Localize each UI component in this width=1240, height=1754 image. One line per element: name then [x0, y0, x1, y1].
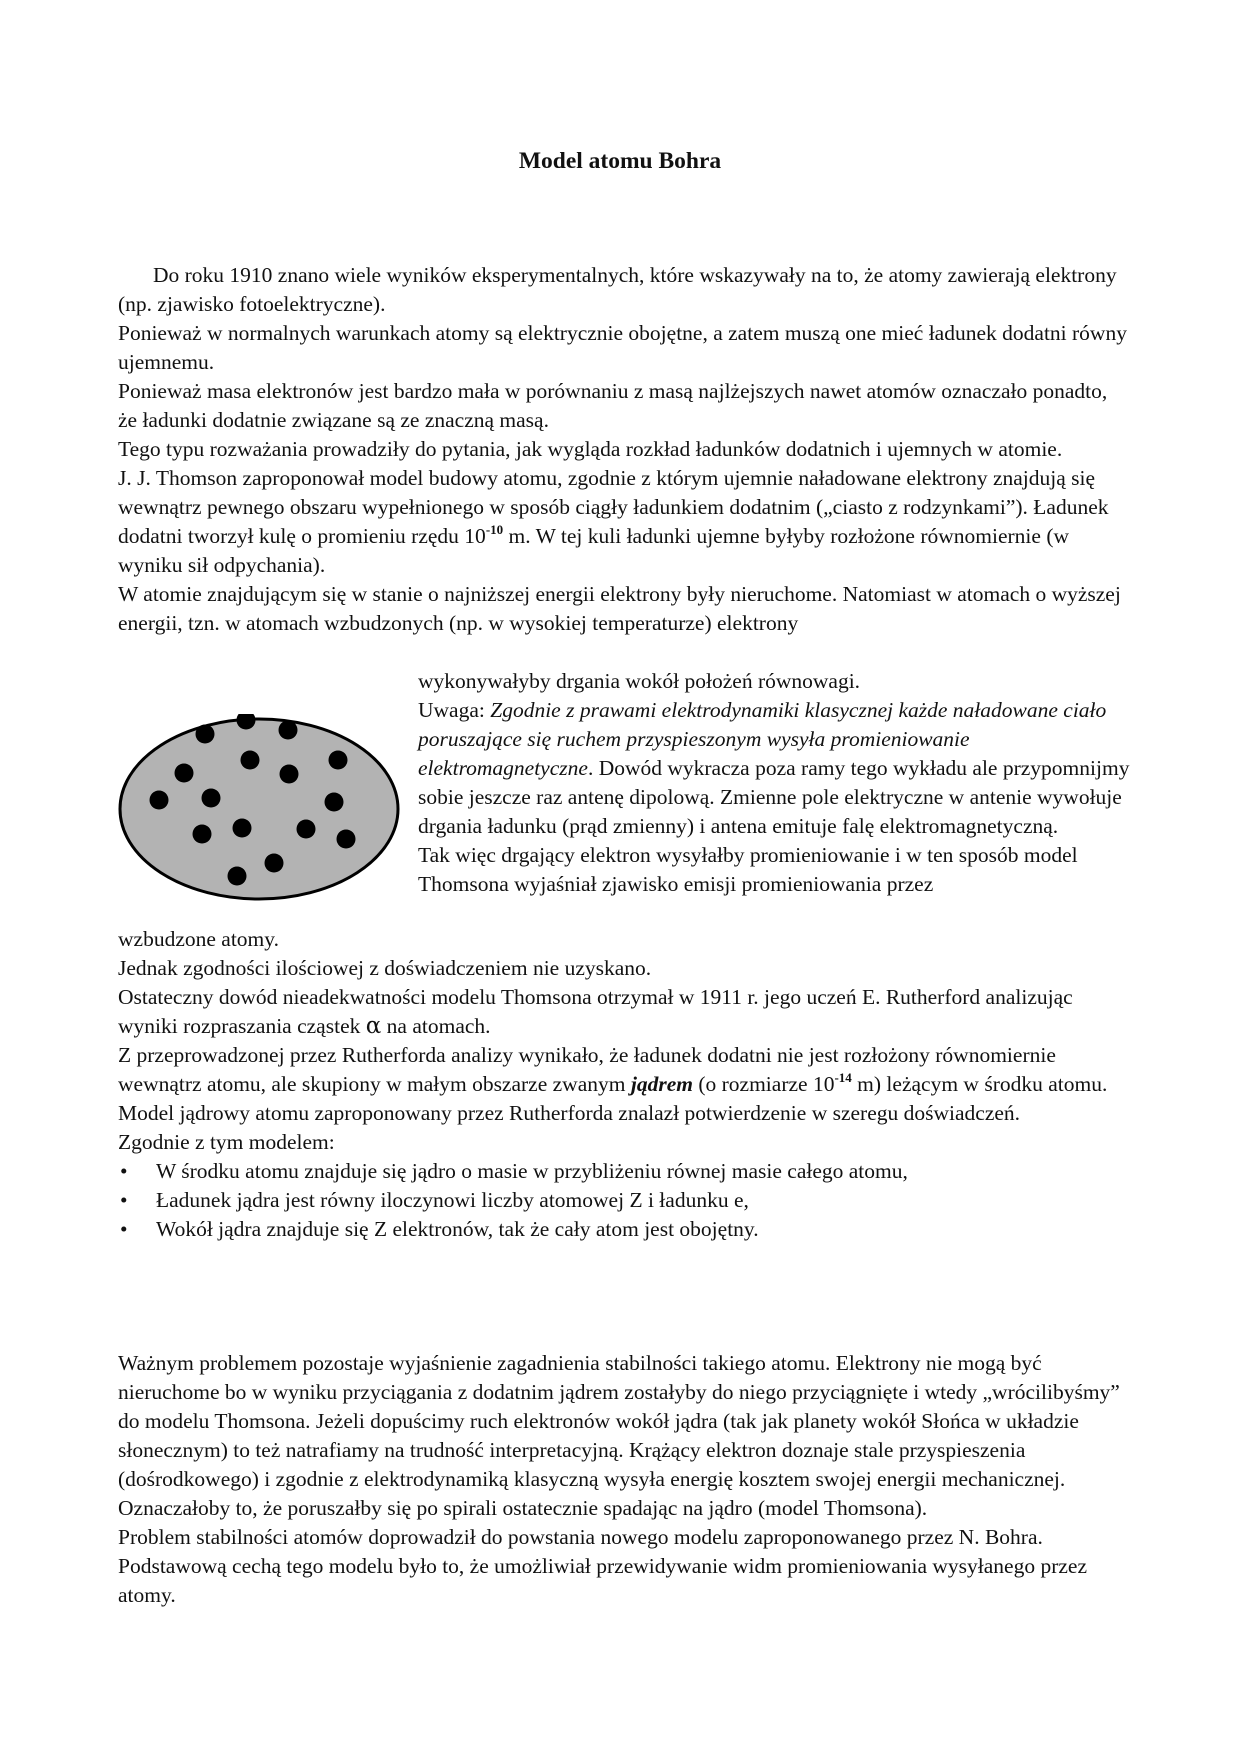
paragraph-stability: Ważnym problemem pozostaje wyjaśnienie zagadnienia stabilności takiego atomu. Elektrony nie mogą być nieruchome bo w wyniku przyciągania z dodatnim jądrem zostałyby do niego przyciągnięte i wtedy „wrócilibyśmy” do modelu Thomsona. Jeżeli dopuścimy ruch elektronów wokół jądra (tak jak planety wokół Słońca w układzie słonecznym) to też natrafiamy na trudność interpretacyjną. Krążący elektron doznaje stale przyspieszenia (dośrodkowego) i zgodnie z elektrodynamiką klasyczną wysyła energię kosztem swojej energii mechanicznej. Oznaczałoby to, że poruszałby się po spirali ostatecznie spadając na jądro (model Thomsona). [118, 1351, 1120, 1520]
paragraph-lowest-state: W atomie znajdującym się w stanie o najniższej energii elektrony były nieruchome. Natomiast w atomach o wyższej energii, tzn. w atomach wzbudzonych (np. w wysokiej temperaturze) elektrony [118, 582, 1121, 635]
electron-dot [325, 793, 344, 812]
electron-dot [150, 791, 169, 810]
electron-dot [265, 854, 284, 873]
thomson-text-2: m. W tej kuli ładunki ujemne byłyby rozłożone równomiernie (w wyniku sił odpychania). [118, 524, 1070, 577]
paragraph-thomson-model [118, 464, 1128, 580]
list-item [118, 1215, 1128, 1244]
list-item [118, 1186, 1128, 1215]
electron-dot [297, 820, 316, 839]
exponent-minus-10: -10 [485, 522, 504, 537]
nucleus-word: jądrem [630, 1072, 693, 1096]
thomson-text-1: J. J. Thomson zaproponował model budowy atomu, zgodnie z którym ujemnie naładowane elektrony znajdują się wewnątrz pewnego obszaru wypełnionego w sposób ciągły ładunkiem dodatnim („ciasto z rodzynkami”). Ładunek dodatni tworzył kulę o promieniu rzędu 10 [118, 466, 1109, 548]
rutherford-text-1: Ostateczny dowód nieadekwatności modelu Thomsona otrzymał w 1911 r. jego uczeń E. Rutherford analizując wyniki rozpraszania cząstek [118, 985, 1073, 1038]
bullet-text: Ładunek jądra jest równy iloczynowi liczby atomowej Z i ładunku e, [156, 1188, 749, 1212]
electron-dot [175, 764, 194, 783]
note-italic: Zgodnie z prawami elektrodynamiki klasycznej każde naładowane ciało poruszające się ruchem przyspieszonym wysyła promieniowanie elektromagnetyczne [418, 698, 1107, 780]
electron-dot [196, 725, 215, 744]
wrapped-text [418, 667, 1138, 899]
bullet-icon: • [120, 1159, 128, 1183]
paragraph-mass: Ponieważ masa elektronów jest bardzo mała w porównaniu z masą najlżejszych nawet atomów oznaczało ponadto, że ładunki dodatnie związane są ze znaczną masą. [118, 379, 1108, 432]
intro-section [118, 261, 1128, 638]
stability-section [118, 1349, 1128, 1610]
paragraph-distribution: Tego typu rozważania prowadziły do pytania, jak wygląda rozkład ładunków dodatnich i ujemnych w atomie. [118, 437, 1063, 461]
paragraph-neutral: Ponieważ w normalnych warunkach atomy są elektrycznie obojętne, a zatem muszą one mieć ładunek dodatni równy ujemnemu. [118, 321, 1127, 374]
emission-tail: wzbudzone atomy. [118, 927, 279, 951]
paragraph-according: Zgodnie z tym modelem: [118, 1130, 335, 1154]
bullet-text: Wokół jądra znajduje się Z elektronów, tak że cały atom jest obojętny. [156, 1217, 759, 1241]
electron-dot [193, 825, 212, 844]
paragraph-experiments: Do roku 1910 znano wiele wyników eksperymentalnych, które wskazywały na to, że atomy zawierają elektrony (np. zjawisko fotoelektryczne). [118, 263, 1117, 316]
analysis-text-2: (o rozmiarze 10 [692, 1072, 835, 1096]
model-bullet-list [118, 1157, 1128, 1244]
analysis-text-1: Z przeprowadzonej przez Rutherforda analizy wynikało, że ładunek dodatni nie jest rozłożony równomiernie wewnątrz atomu, ale skupiony w małym obszarze zwanym [118, 1043, 1056, 1096]
electron-dot [279, 721, 298, 740]
page-title: Model atomu Bohra [518, 148, 722, 174]
paragraph-emission-lead: Tak więc drgający elektron wysyłałby promieniowanie i w ten sposób model Thomsona wyjaśniał zjawisko emisji promieniowania przez [418, 843, 1078, 896]
exponent-minus-14: -14 [834, 1070, 852, 1085]
paragraph-note [418, 696, 1138, 841]
electron-dot [329, 751, 348, 770]
bullet-icon: • [120, 1217, 128, 1241]
paragraph-nucleus [118, 1041, 1128, 1099]
paragraph-confirmed: Model jądrowy atomu zaproponowany przez Rutherforda znalazł potwierdzenie w szeregu doświadczeń. [118, 1101, 1021, 1125]
electron-dot [337, 830, 356, 849]
note-label: Uwaga: [418, 698, 491, 722]
electron-dot [233, 819, 252, 838]
paragraph-rutherford-proof [118, 983, 1128, 1041]
analysis-text-3: m) leżącym w środku atomu. [851, 1072, 1108, 1096]
bullet-icon: • [120, 1188, 128, 1212]
note-rest: . Dowód wykracza poza ramy tego wykładu ale przypomnijmy sobie jeszcze raz antenę dipolową. Zmienne pole elektryczne w antenie wywołuje drgania ładunku (prąd zmienny) i antena emituje falę elektromagnetyczną. [418, 756, 1130, 838]
paragraph-no-agreement: Jednak zgodności ilościowej z doświadczeniem nie uzyskano. [118, 956, 652, 980]
electron-dot [202, 789, 221, 808]
wrapped-line-equilibrium: wykonywałyby drgania wokół położeń równowagi. [418, 669, 861, 693]
rutherford-section [118, 925, 1128, 1244]
paragraph-bohr: Problem stabilności atomów doprowadził do powstania nowego modelu zaproponowanego przez N. Bohra. Podstawową cechą tego modelu było to, że umożliwiał przewidywanie widm promieniowania wysyłanego przez atomy. [118, 1525, 1088, 1607]
electron-dot [228, 867, 247, 886]
bullet-text: W środku atomu znajduje się jądro o masie w przybliżeniu równej masie całego atomu, [156, 1159, 908, 1183]
rutherford-text-2: na atomach. [381, 1014, 491, 1038]
electron-dot [241, 751, 260, 770]
electron-dot [280, 765, 299, 784]
thomson-atom-illustration [116, 714, 402, 904]
alpha-symbol: α [365, 1013, 382, 1039]
list-item [118, 1157, 1128, 1186]
